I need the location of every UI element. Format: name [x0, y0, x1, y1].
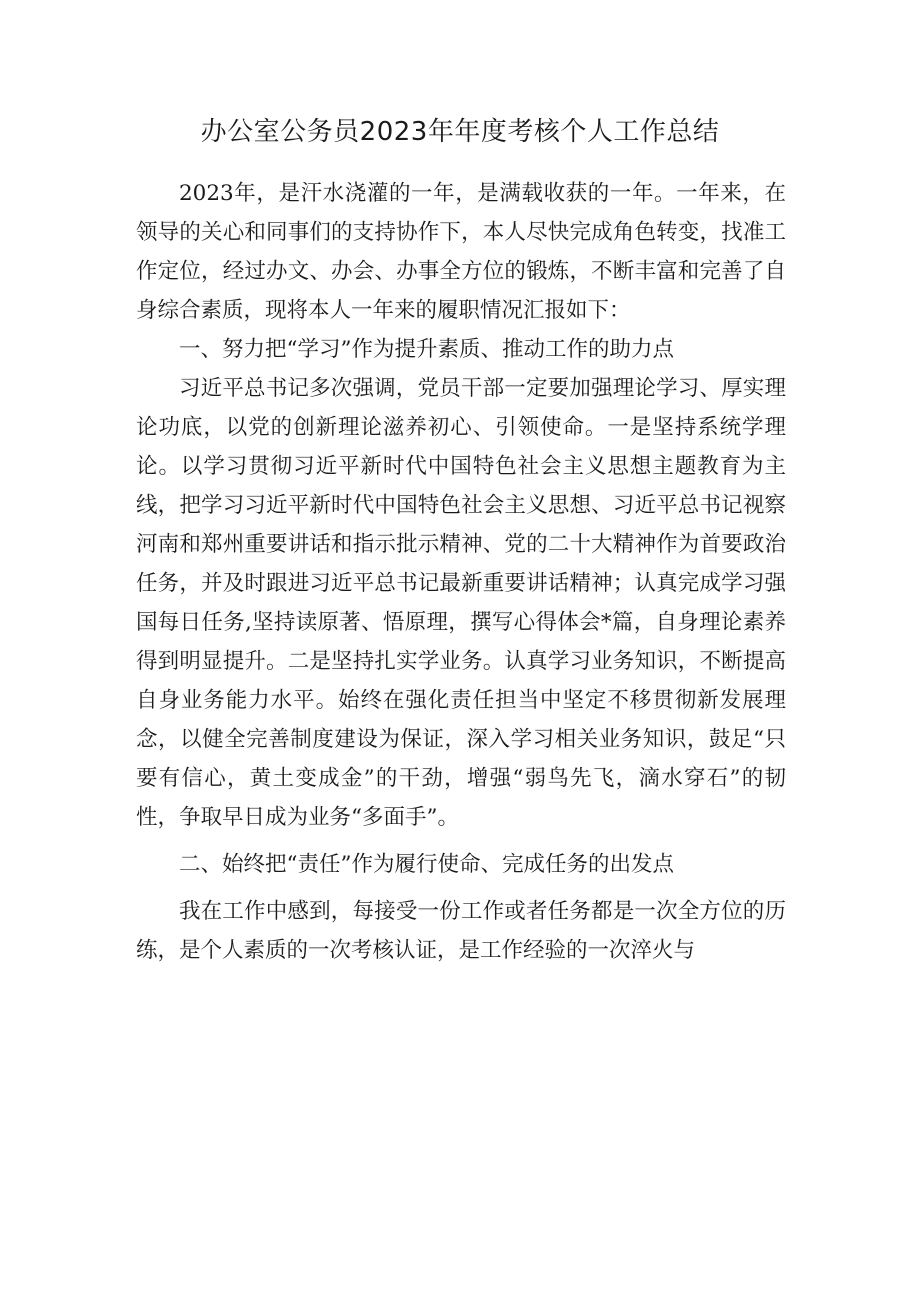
paragraph-intro: 2023年，是汗水浇灌的一年，是满载收获的一年。一年来，在领导的关心和同事们的支持协作下，本人尽快完成角色转变，找准工作定位，经过办文、办会、办事全方位的锻炼，不断丰富和完善了自身综合素质，现将本人一年来的履职情况汇报如下：	[136, 181, 786, 323]
section-heading-1: 一、努力把“学习”作为提升素质、推动工作的助力点	[179, 337, 674, 362]
document-body	[136, 174, 786, 970]
paragraph-section-1: 习近平总书记多次强调，党员干部一定要加强理论学习、厚实理论功底，以党的创新理论滋养初心、引领使命。一是坚持系统学理论。以学习贯彻习近平新时代中国特色社会主义思想主题教育为主线，把学习习近平新时代中国特色社会主义思想、习近平总书记视察河南和郑州重要讲话和指示批示精神、党的二十大精神作为首要政治任务，并及时跟进习近平总书记最新重要讲话精神；认真完成学习强国每日任务,坚持读原著、悟原理，撰写心得体会*篇，自身理论素养得到明显提升。二是坚持扎实学业务。认真学习业务知识，不断提高自身业务能力水平。始终在强化责任担当中坚定不移贯彻新发展理念，以健全完善制度建设为保证，深入学习相关业务知识，鼓足“只要有信心，黄土变成金”的干劲，增强“弱鸟先飞，滴水穿石”的韧性，争取早日成为业务“多面手”。	[136, 376, 786, 830]
document-title: 办公室公务员2023年年度考核个人工作总结	[200, 117, 720, 147]
paragraph-section-2: 我在工作中感到，每接受一份工作或者任务都是一次全方位的历练，是个人素质的一次考核认证，是工作经验的一次淬火与	[136, 899, 786, 963]
section-heading-2: 二、始终把“责任”作为履行使命、完成任务的出发点	[179, 852, 674, 877]
